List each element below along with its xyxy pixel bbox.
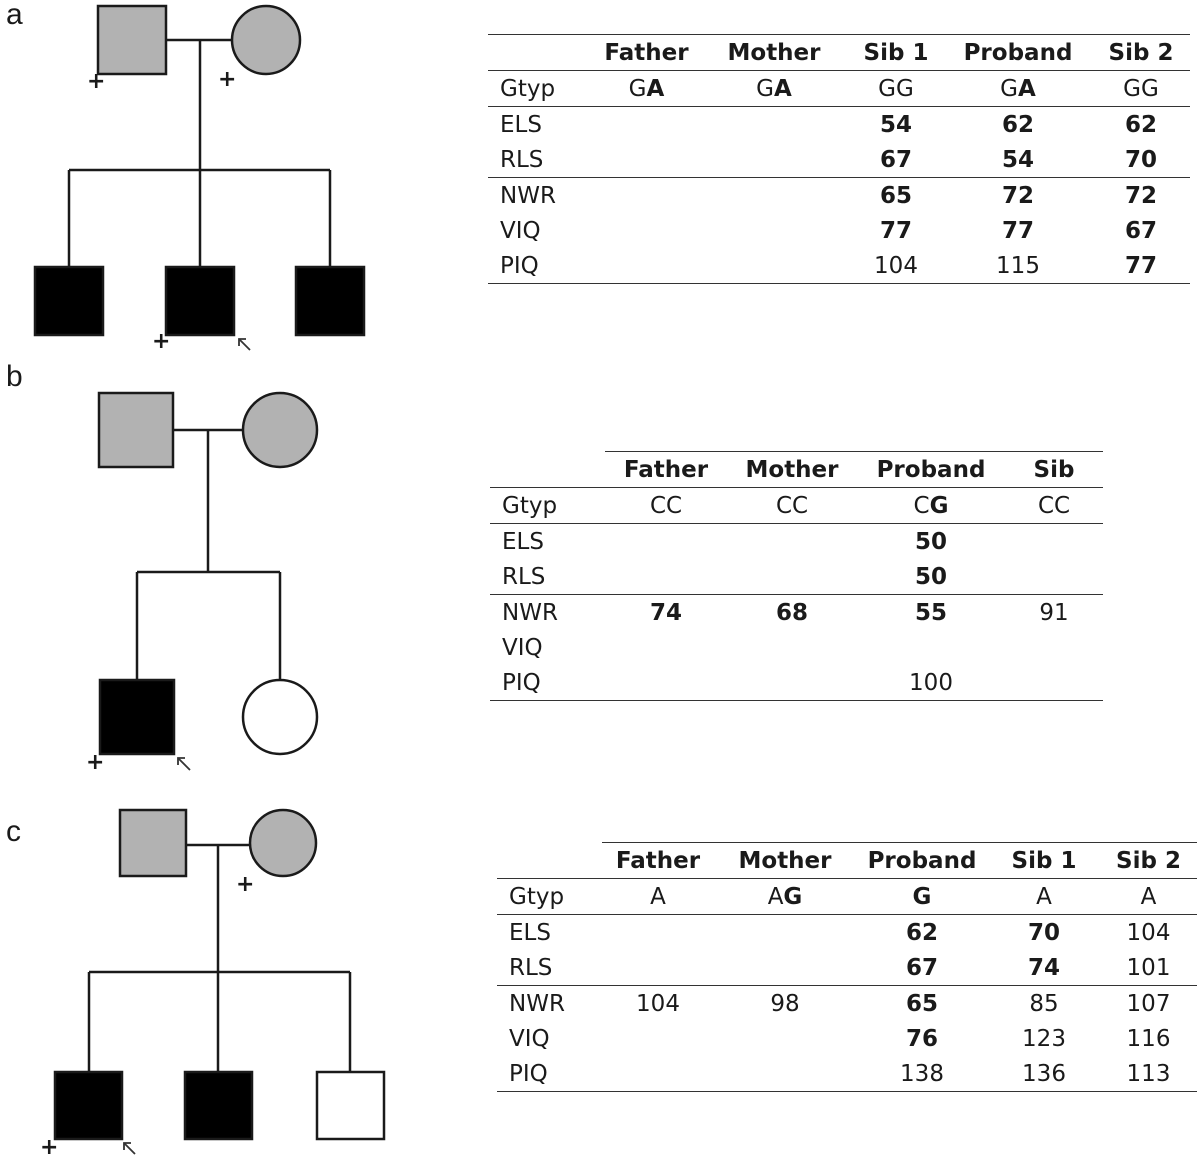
score-cell (605, 630, 727, 665)
genotype-plain: CC (1037, 492, 1071, 519)
table-row (497, 915, 1197, 951)
genotype-cell (944, 71, 1092, 107)
genotype-plain: CC (775, 492, 809, 519)
genotype-cell (593, 71, 700, 107)
genotype-plain: GG (1123, 75, 1159, 102)
carrier-mark-proband-b: + (86, 750, 105, 775)
score-cell (714, 950, 856, 986)
score-cell (593, 248, 700, 284)
row-label: PIQ (490, 665, 605, 701)
row-label: PIQ (488, 248, 593, 284)
col-header: Father (593, 35, 700, 71)
table-row (488, 142, 1190, 178)
score-cell (714, 1056, 856, 1092)
row-label: RLS (509, 954, 553, 981)
score-cell: 74 (605, 595, 727, 631)
sib1-c (185, 1072, 252, 1139)
genotype-table-a (488, 34, 1190, 284)
genotype-cell (700, 71, 848, 107)
score-cell: 77 (1001, 217, 1034, 244)
genotype-cell (1005, 488, 1103, 524)
score-cell: 67 (1124, 217, 1157, 244)
score-cell (714, 1021, 856, 1056)
row-label: RLS (502, 563, 546, 590)
score-cell (1005, 665, 1103, 701)
score-cell: 76 (905, 1025, 938, 1052)
score-cell (727, 630, 857, 665)
score-cell: 136 (988, 1056, 1100, 1092)
genotype-plain: GG (878, 75, 914, 102)
score-cell (727, 524, 857, 560)
table-row (490, 524, 1103, 560)
score-cell: 72 (944, 178, 1092, 214)
table-row (497, 1021, 1197, 1056)
genotype-row (497, 879, 1197, 915)
panel-label-b: b (6, 360, 23, 393)
score-cell: 104 (848, 248, 944, 284)
score-cell (700, 178, 848, 214)
genotype-plain: A (1036, 883, 1052, 910)
row-label: PIQ (497, 1056, 602, 1092)
table-row (497, 950, 1197, 986)
score-cell: 67 (879, 146, 912, 173)
score-cell (602, 950, 714, 986)
col-header: Father (602, 843, 714, 879)
sib2-a (296, 267, 364, 335)
genotype-bold: G (783, 883, 803, 910)
panel-label-a: a (6, 0, 23, 31)
score-cell (700, 142, 848, 178)
col-header: Sib 1 (988, 843, 1100, 879)
proband-arrow-c (124, 1143, 135, 1154)
sib2-c (317, 1072, 384, 1139)
row-label: NWR (490, 595, 605, 631)
col-header: Proband (857, 452, 1005, 488)
table-row (497, 986, 1197, 1022)
col-header: Proband (856, 843, 988, 879)
score-cell: 138 (856, 1056, 988, 1092)
genotype-bold: G (929, 492, 949, 519)
col-header: Sib 1 (848, 35, 944, 71)
score-cell (602, 1021, 714, 1056)
score-cell: 68 (727, 595, 857, 631)
proband-a (166, 267, 234, 335)
score-cell: 55 (857, 595, 1005, 631)
genotype-plain: G (628, 75, 647, 102)
score-cell (605, 665, 727, 701)
genotype-cell (714, 879, 856, 915)
table-row (488, 213, 1190, 248)
score-cell (593, 142, 700, 178)
score-cell: 113 (1100, 1056, 1197, 1092)
genotype-row (490, 488, 1103, 524)
row-label: ELS (500, 111, 542, 138)
score-cell (700, 248, 848, 284)
table-row (490, 559, 1103, 595)
carrier-mark-mother-a: + (218, 67, 237, 92)
score-cell: 85 (988, 986, 1100, 1022)
score-cell: 67 (905, 954, 938, 981)
table-row (490, 630, 1103, 665)
score-cell (857, 630, 1005, 665)
col-header: Sib 2 (1092, 35, 1190, 71)
score-cell: 104 (1126, 919, 1171, 946)
col-header: Sib (1005, 452, 1103, 488)
table-row (490, 595, 1103, 631)
score-cell: 77 (879, 217, 912, 244)
genotype-table-c (497, 842, 1197, 1092)
score-cell: 115 (944, 248, 1092, 284)
score-cell: 101 (1126, 954, 1171, 981)
score-cell (1005, 559, 1103, 595)
score-cell: 70 (1027, 919, 1060, 946)
score-cell: 62 (1124, 111, 1157, 138)
score-cell: 104 (602, 986, 714, 1022)
genotype-cell (1092, 71, 1190, 107)
score-cell (593, 178, 700, 214)
score-cell: 54 (879, 111, 912, 138)
mother-c (250, 810, 316, 876)
genotype-table-b (490, 451, 1103, 701)
col-header: Mother (700, 35, 848, 71)
header-blank (488, 35, 593, 71)
row-label: Gtyp (497, 879, 602, 915)
score-cell (593, 213, 700, 248)
score-cell: 54 (1001, 146, 1034, 173)
score-cell: 91 (1005, 595, 1103, 631)
score-cell: 100 (857, 665, 1005, 701)
score-cell (714, 915, 856, 951)
row-label: Gtyp (488, 71, 593, 107)
score-cell: 98 (714, 986, 856, 1022)
table-row (490, 665, 1103, 701)
proband-arrow-b (178, 758, 190, 770)
genotype-row (488, 71, 1190, 107)
score-cell: 77 (1092, 248, 1190, 284)
score-cell (727, 665, 857, 701)
row-label: RLS (500, 146, 544, 173)
row-label: VIQ (502, 634, 543, 661)
father-b (99, 393, 173, 467)
row-label: ELS (502, 528, 544, 555)
genotype-bold: A (774, 75, 792, 102)
header-blank (497, 843, 602, 879)
carrier-mark-father-a: + (87, 69, 106, 94)
table-row (488, 248, 1190, 284)
genotype-cell (727, 488, 857, 524)
score-cell: 70 (1124, 146, 1157, 173)
proband-arrow-a (239, 339, 250, 350)
header-blank (490, 452, 605, 488)
genotype-plain: G (756, 75, 774, 102)
father-c (120, 810, 186, 876)
score-cell: 50 (914, 563, 947, 590)
col-header: Sib 2 (1100, 843, 1197, 879)
row-label: NWR (488, 178, 593, 214)
row-label: VIQ (500, 217, 541, 244)
score-cell: 62 (905, 919, 938, 946)
score-cell: 123 (1022, 1025, 1066, 1052)
genotype-cell (1100, 879, 1197, 915)
genotype-cell (988, 879, 1100, 915)
genotype-cell (602, 879, 714, 915)
genotype-plain: CC (649, 492, 683, 519)
row-label: NWR (497, 986, 602, 1022)
col-header: Mother (714, 843, 856, 879)
row-label: Gtyp (490, 488, 605, 524)
score-cell: 74 (1027, 954, 1060, 981)
score-cell (700, 107, 848, 143)
genotype-plain: A (1140, 883, 1157, 910)
score-cell: 50 (914, 528, 947, 555)
score-cell: 72 (1092, 178, 1190, 214)
score-cell (593, 107, 700, 143)
row-label: ELS (509, 919, 551, 946)
father-a (98, 6, 166, 74)
table-row (488, 107, 1190, 143)
col-header: Proband (944, 35, 1092, 71)
score-cell (605, 559, 727, 595)
score-cell: 65 (848, 178, 944, 214)
score-cell (1005, 630, 1103, 665)
table-row (497, 1056, 1197, 1092)
score-cell (700, 213, 848, 248)
table-row (488, 178, 1190, 214)
panel-label-c: c (6, 815, 21, 848)
score-cell (1005, 524, 1103, 560)
genotype-cell (605, 488, 727, 524)
col-header: Mother (727, 452, 857, 488)
score-cell: 62 (1001, 111, 1034, 138)
genotype-bold: G (912, 883, 932, 910)
carrier-mark-mother-c: + (236, 872, 255, 897)
score-cell (727, 559, 857, 595)
mother-a (232, 6, 300, 74)
sib-b (243, 680, 317, 754)
proband-c (55, 1072, 122, 1139)
genotype-cell (848, 71, 944, 107)
genotype-bold: A (1018, 75, 1036, 102)
mother-b (243, 393, 317, 467)
genotype-plain: C (913, 492, 930, 519)
proband-b (100, 680, 174, 754)
genotype-cell (857, 488, 1005, 524)
score-cell (605, 524, 727, 560)
sib1-a (35, 267, 103, 335)
genotype-cell (856, 879, 988, 915)
row-label: VIQ (509, 1025, 550, 1052)
col-header: Father (605, 452, 727, 488)
score-cell: 107 (1100, 986, 1197, 1022)
score-cell (602, 915, 714, 951)
carrier-mark-proband-a: + (152, 329, 171, 354)
genotype-plain: G (1000, 75, 1018, 102)
score-cell: 65 (856, 986, 988, 1022)
carrier-mark-proband-c: + (40, 1135, 59, 1160)
score-cell (602, 1056, 714, 1092)
score-cell: 116 (1126, 1025, 1171, 1052)
genotype-plain: A (650, 883, 666, 910)
genotype-bold: A (646, 75, 665, 102)
genotype-plain: A (767, 883, 784, 910)
